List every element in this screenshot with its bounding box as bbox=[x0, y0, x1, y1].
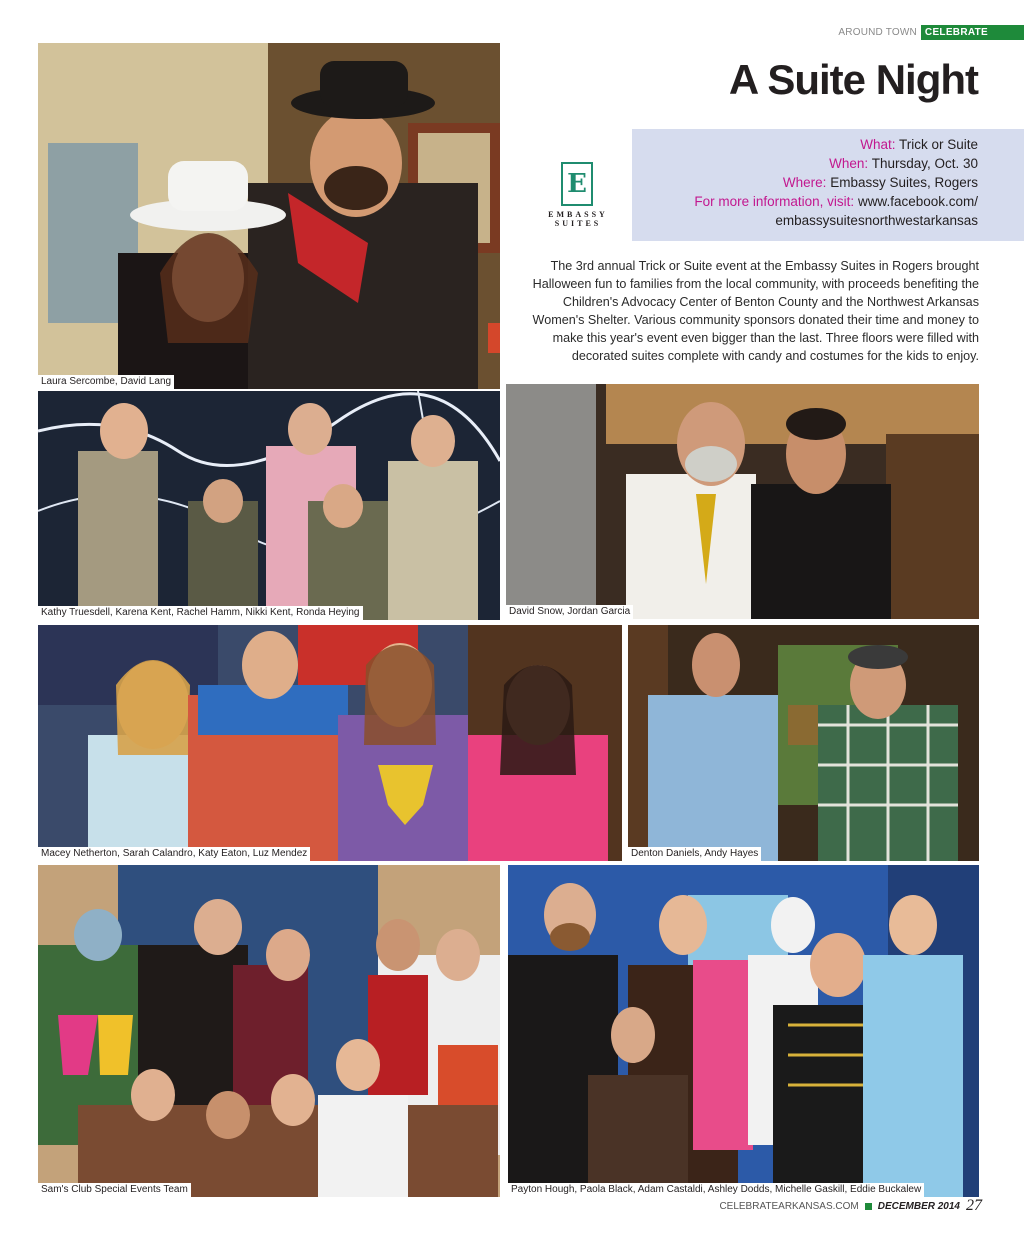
logo-name: EMBASSY SUITES bbox=[548, 210, 608, 228]
photo-image bbox=[628, 625, 979, 861]
photo-laura-david bbox=[38, 43, 500, 389]
footer-issue: DECEMBER 2014 bbox=[877, 1200, 960, 1212]
section-tag bbox=[838, 24, 1024, 40]
photo-kathy-group bbox=[38, 391, 500, 620]
photo-denton-andy bbox=[628, 625, 979, 861]
page-title: A Suite Night bbox=[728, 56, 978, 103]
photo-caption: Sam's Club Special Events Team bbox=[38, 1183, 191, 1197]
section-name: CELEBRATE bbox=[921, 25, 1024, 40]
photo-image bbox=[506, 384, 979, 619]
photo-caption: Kathy Truesdell, Karena Kent, Rachel Hamm, Nikki Kent, Ronda Heying bbox=[38, 606, 363, 620]
photo-image bbox=[38, 43, 500, 389]
embassy-suites-logo bbox=[536, 162, 620, 232]
section-prefix: AROUND TOWN bbox=[838, 26, 917, 38]
photo-payton-group bbox=[508, 865, 979, 1197]
footer-site: CELEBRATEARKANSAS.COM bbox=[719, 1200, 859, 1212]
photo-caption: David Snow, Jordan Garcia bbox=[506, 605, 633, 619]
photo-sams-club bbox=[38, 865, 500, 1197]
photo-david-jordan bbox=[506, 384, 979, 619]
logo-mark: E bbox=[561, 162, 593, 206]
page-number: 27 bbox=[966, 1197, 982, 1214]
photo-image bbox=[38, 865, 500, 1197]
photo-caption: Laura Sercombe, David Lang bbox=[38, 375, 174, 389]
photo-caption: Denton Daniels, Andy Hayes bbox=[628, 847, 761, 861]
event-info-box bbox=[632, 129, 1024, 241]
event-when: When: Thursday, Oct. 30 bbox=[829, 156, 978, 171]
photo-caption: Macey Netherton, Sarah Calandro, Katy Eaton, Luz Mendez bbox=[38, 847, 310, 861]
footer-square-icon bbox=[865, 1203, 872, 1210]
photo-macey-group bbox=[38, 625, 622, 861]
photo-image bbox=[38, 625, 622, 861]
event-info: For more information, visit: www.facebook.com/ bbox=[694, 194, 978, 209]
article-body: The 3rd annual Trick or Suite event at the Embassy Suites in Rogers brought Halloween fun to families from the local community, with proceeds benefiting the Children's Advocacy Center of Benton County and the Northwest Arkansas Women's Shelter. Various community sponsors donated their time and money to make this year's event even bigger than the last. Three floors were filled with decorated suites complete with candy and costumes for the kids to enjoy. bbox=[532, 259, 979, 363]
photo-image bbox=[508, 865, 979, 1197]
event-what: What: Trick or Suite bbox=[860, 137, 978, 152]
event-where: Where: Embassy Suites, Rogers bbox=[782, 175, 978, 190]
photo-image bbox=[38, 391, 500, 620]
photo-caption: Payton Hough, Paola Black, Adam Castaldi, Ashley Dodds, Michelle Gaskill, Eddie Buckalew bbox=[508, 1183, 924, 1197]
page-footer bbox=[719, 1197, 982, 1215]
event-info-url: embassysuitesnorthwestarkansas bbox=[775, 213, 978, 228]
